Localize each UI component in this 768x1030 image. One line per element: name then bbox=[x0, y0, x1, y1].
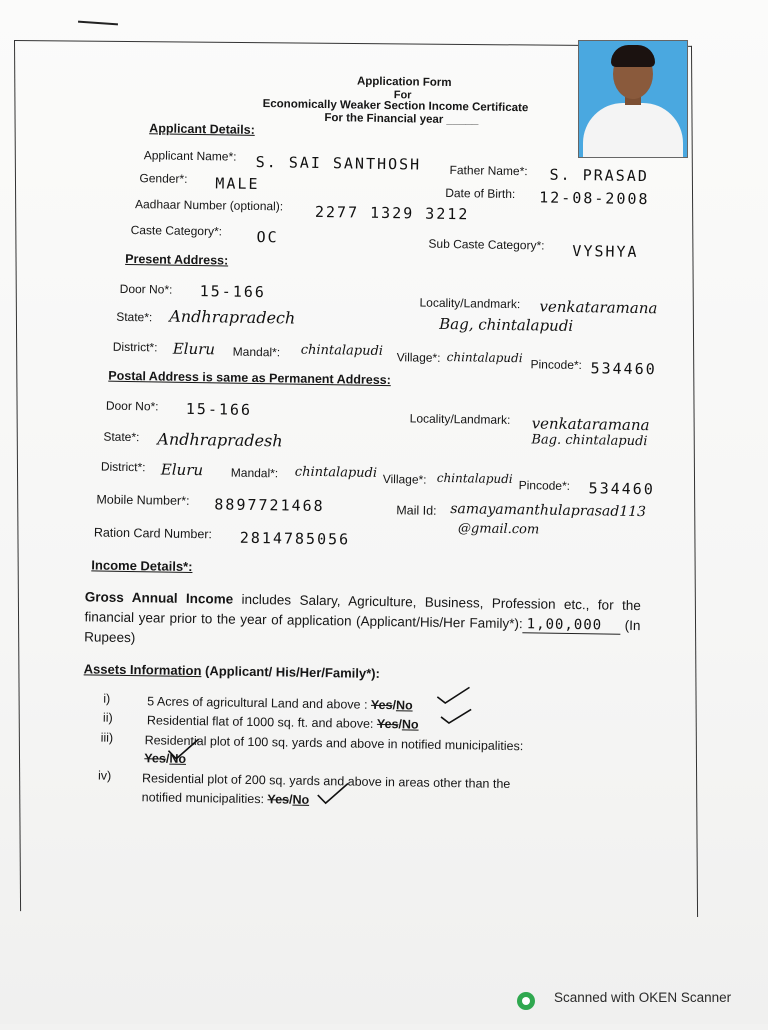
asset-item-4-answer bbox=[142, 790, 310, 807]
father-name-value: S. PRASAD bbox=[549, 165, 649, 186]
dob-label: Date of Birth: bbox=[445, 185, 516, 202]
checkmark-icon bbox=[166, 737, 202, 764]
mobile-label: Mobile Number*: bbox=[96, 492, 190, 508]
present-mandal-value: chintalapudi bbox=[300, 342, 384, 359]
postal-mandal-value: chintalapudi bbox=[294, 464, 378, 481]
postal-state-label: State*: bbox=[103, 429, 140, 445]
present-door-label: Door No*: bbox=[119, 281, 173, 297]
asset-item-2 bbox=[147, 713, 419, 731]
checkmark-icon bbox=[316, 781, 352, 808]
gross-income-text: includes Salary, Agriculture, Business, Profession etc., for the financial year prior to the year of application (Applicant/His/Her Family*): bbox=[84, 591, 641, 632]
scanner-logo-icon bbox=[517, 992, 535, 1010]
dob-value: 12-08-2008 bbox=[539, 188, 650, 209]
income-heading: Income Details*: bbox=[91, 557, 193, 575]
aadhaar-label: Aadhaar Number (optional): bbox=[134, 197, 284, 214]
gender-label: Gender*: bbox=[139, 171, 188, 186]
checkmark-icon bbox=[435, 685, 475, 708]
postal-district-label: District*: bbox=[100, 459, 146, 475]
asset-item-4-text: Residential plot of 200 sq. yards and above in areas other than the bbox=[141, 771, 511, 792]
applicant-details-heading: Applicant Details: bbox=[149, 121, 255, 137]
checkmark-icon bbox=[439, 707, 475, 728]
postal-door-value: 15-166 bbox=[185, 399, 253, 419]
present-village-label: Village*: bbox=[396, 350, 441, 365]
present-address-heading: Present Address: bbox=[125, 251, 229, 268]
present-pincode-value: 534460 bbox=[590, 359, 657, 379]
subcaste-value: VYSHYA bbox=[572, 241, 639, 261]
applicant-name-label: Applicant Name*: bbox=[143, 148, 237, 164]
form-for-label: For bbox=[393, 89, 412, 102]
present-district-value: Eluru bbox=[172, 339, 216, 359]
present-door-value: 15-166 bbox=[199, 282, 267, 302]
present-state-value: Andhrapradech bbox=[169, 306, 296, 328]
gross-income-paragraph bbox=[84, 587, 641, 656]
postal-village-label: Village*: bbox=[382, 471, 427, 487]
present-locality-value-2: Bag, chintalapudi bbox=[439, 314, 574, 335]
postal-address-heading: Postal Address is same as Permanent Address: bbox=[108, 368, 391, 388]
assets-heading-suffix: (Applicant/ His/Her/Family*): bbox=[201, 663, 380, 681]
present-district-label: District*: bbox=[112, 339, 158, 355]
father-name-label: Father Name*: bbox=[449, 163, 528, 179]
asset-item-4-sep: / bbox=[288, 792, 293, 807]
postal-locality-label: Locality/Landmark: bbox=[409, 411, 511, 427]
asset-item-1-sep: / bbox=[392, 698, 397, 713]
present-mandal-label: Mandal*: bbox=[232, 344, 281, 360]
postal-pincode-label: Pincode*: bbox=[518, 478, 571, 493]
mobile-value: 8897721468 bbox=[214, 495, 325, 516]
asset-item-3-yes: Yes bbox=[144, 751, 167, 766]
present-locality-label: Locality/Landmark: bbox=[419, 295, 521, 312]
postal-state-value: Andhrapradesh bbox=[157, 429, 283, 451]
caste-label: Caste Category*: bbox=[130, 223, 223, 239]
financial-year: For the Financial year _____ bbox=[324, 112, 479, 127]
present-locality-value-1: venkataramana bbox=[539, 297, 658, 318]
asset-item-3-sep: / bbox=[165, 751, 170, 766]
mail-value-1: samayamanthulaprasad113 bbox=[450, 501, 647, 521]
asset-item-3-text: Residential plot of 100 sq. yards and above in notified municipalities: bbox=[144, 733, 524, 754]
asset-item-2-no: No bbox=[401, 717, 419, 732]
ration-value: 2814785056 bbox=[239, 528, 351, 549]
gross-income-value: 1,00,000 bbox=[523, 616, 621, 635]
postal-door-label: Door No*: bbox=[105, 398, 159, 414]
asset-item-4-no: No bbox=[292, 792, 310, 807]
assets-heading: Assets Information bbox=[83, 661, 202, 679]
asset-item-2-yes: Yes bbox=[376, 716, 399, 732]
present-village-value: chintalapudi bbox=[446, 349, 523, 366]
asset-item-3-no: No bbox=[169, 751, 187, 766]
mail-value-2: @gmail.com bbox=[457, 521, 540, 538]
present-state-label: State*: bbox=[116, 309, 153, 325]
asset-item-4-yes: Yes bbox=[267, 792, 290, 807]
ration-label: Ration Card Number: bbox=[93, 525, 213, 542]
postal-mandal-label: Mandal*: bbox=[230, 465, 279, 481]
asset-item-1 bbox=[147, 694, 413, 712]
asset-item-3-num: iii) bbox=[100, 730, 114, 745]
gross-income-unit: (In Rupees) bbox=[84, 617, 641, 646]
gross-income-title: Gross Annual Income bbox=[84, 589, 234, 607]
asset-item-1-text: 5 Acres of agricultural Land and above : bbox=[147, 694, 372, 712]
asset-item-4-text2: notified municipalities: bbox=[141, 790, 268, 807]
asset-item-4-num: iv) bbox=[97, 768, 112, 783]
present-pincode-label: Pincode*: bbox=[530, 357, 583, 373]
subcaste-label: Sub Caste Category*: bbox=[428, 236, 545, 253]
asset-item-2-num: ii) bbox=[102, 710, 113, 725]
assets-heading-row bbox=[84, 661, 380, 681]
asset-item-1-yes: Yes bbox=[370, 697, 393, 713]
form-subtitle: Economically Weaker Section Income Certificate bbox=[262, 98, 529, 115]
asset-item-1-no: No bbox=[395, 698, 413, 713]
postal-locality-value-2: Bag. chintalapudi bbox=[531, 432, 648, 450]
postal-district-value: Eluru bbox=[160, 460, 204, 480]
scanner-watermark: Scanned with OKEN Scanner bbox=[554, 990, 732, 1005]
postal-village-value: chintalapudi bbox=[436, 470, 513, 487]
asset-item-2-sep: / bbox=[398, 717, 403, 732]
postal-locality-value-1: venkataramana bbox=[531, 414, 650, 435]
asset-item-1-num: i) bbox=[103, 691, 111, 706]
mail-label: Mail Id: bbox=[396, 503, 437, 518]
asset-item-2-text: Residential flat of 1000 sq. ft. and above: bbox=[146, 713, 378, 731]
caste-value: OC bbox=[256, 227, 279, 247]
form-title: Application Form bbox=[356, 75, 452, 90]
gender-value: MALE bbox=[215, 174, 260, 194]
aadhaar-value: 2277 1329 3212 bbox=[314, 202, 470, 224]
postal-pincode-value: 534460 bbox=[588, 479, 655, 499]
applicant-name-value: S. SAI SANTHOSH bbox=[255, 152, 422, 174]
